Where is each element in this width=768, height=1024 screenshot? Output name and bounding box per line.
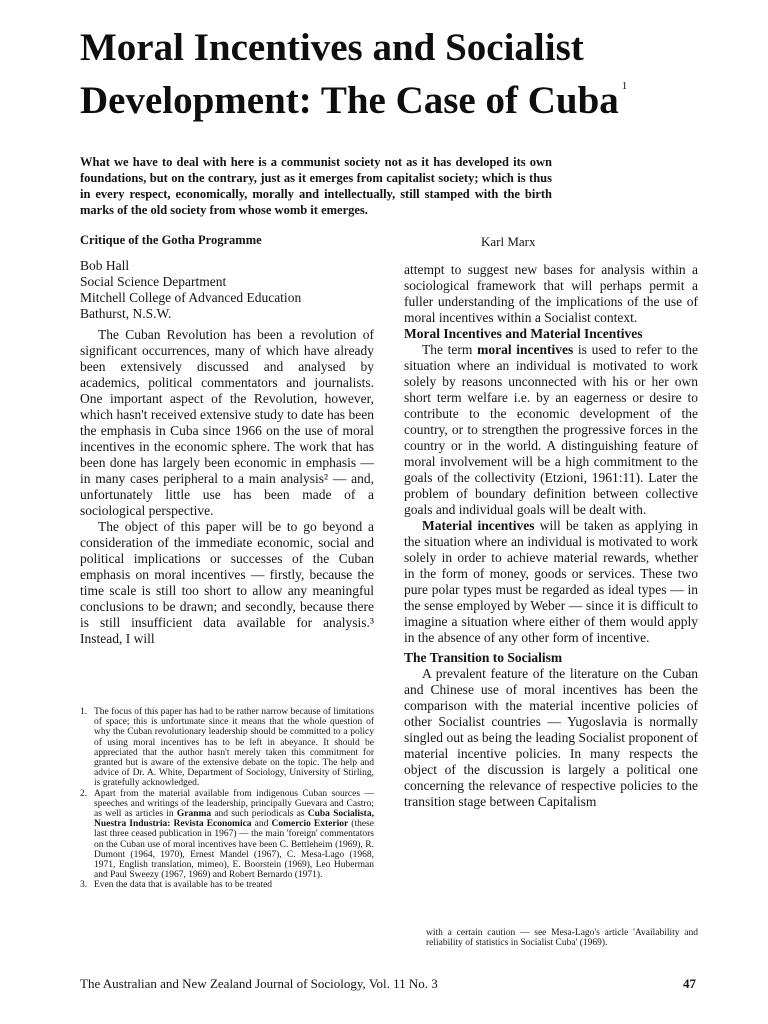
footnote: [80, 789, 374, 881]
footnote-text: [94, 789, 374, 881]
author-name: Bob Hall: [80, 258, 130, 273]
footnote-continuation: with a certain caution — see Mesa-Lago's article 'Availability and reliability of statistics in Socialist Cuba' (1969).: [426, 928, 698, 949]
footnote: [80, 880, 374, 890]
article-title: [80, 28, 700, 120]
body-paragraph: attempt to suggest new bases for analysis within a sociological framework that will perhaps permit a fuller understanding of the implications of the use of moral incentives within a Socialist context.: [404, 262, 698, 325]
key-term: Material incentives: [422, 518, 535, 533]
author-college: Mitchell College of Advanced Education: [80, 290, 302, 305]
body-paragraph: A prevalent feature of the literature on the Cuban and Chinese use of moral incentives has been the comparison with the material incentive policies of other Socialist countries — Yugoslavia is normally singled out as being the leading Socialist proponent of material incentive policies. In many respects the object of the discussion is largely a political one concerning the relevance of respective policies to the transition stage between Capitalism: [404, 666, 698, 809]
text-part: The term: [422, 342, 478, 357]
footnote-number: 2.: [80, 788, 88, 799]
footnote-text-part: and: [251, 819, 272, 830]
section-heading: Moral Incentives and Material Incentives: [404, 326, 643, 341]
periodical-title: Granma: [176, 809, 212, 820]
footnote-text-part: and such periodicals as: [211, 809, 308, 820]
key-term: moral incentives: [477, 342, 574, 357]
title-text: Moral Incentives and Socialist Development: The Case of Cuba: [80, 26, 619, 122]
section-heading: The Transition to Socialism: [404, 650, 563, 665]
epigraph-source: Critique of the Gotha Programme: [80, 233, 262, 247]
epigraph-quote: What we have to deal with here is a communist society not as it has developed its own foundations, but on the contrary, just as it emerges from capitalist society; which is thus in every respect, economically, morally and intellectually, still stamped with the birth marks of the old society from whose womb it emerges.: [80, 155, 552, 217]
author-department: Social Science Department: [80, 274, 227, 289]
body-paragraph: [404, 342, 698, 518]
body-paragraph: [404, 518, 698, 646]
footnote-text: The focus of this paper has had to be rather narrow because of limitations of space; this is unfortunate since it means that the whole question of why the Cuban revolutionary leadership should be committed to a policy of using moral incentives has to be left in abeyance. It should be appreciated that the author hasn't merely taken this commitment for granted but is aware of the extensive debate on the topic. The help and advice of Dr. A. White, Department of Sociology, University of Stirling, is gratefully acknowledged.: [94, 707, 374, 789]
text-part: will be taken as applying in the situation where an individual is motivated to work solely in order to achieve material rewards, whether in the form of money, goods or services. These two pure polar types must be regarded as ideal types — in the sense employed by Weber — since it is difficult to imagine a situation where either of them would apply in the absence of any other form of incentive.: [404, 518, 699, 645]
epigraph-author: Karl Marx: [481, 234, 536, 249]
footnote-text-part: Apart from the material available from indigenous Cuban sources — speeches and writings of the leadership, principally Guevara and Castro; as well as articles in: [94, 788, 374, 820]
periodical-title: Comercio Exterior: [271, 819, 349, 830]
author-affiliation: [80, 258, 374, 322]
body-paragraph: The Cuban Revolution has been a revolution of significant occurrences, many of which have already been extensively discussed and analysed by academics, political commentators and journalists. One important aspect of the Revolution, however, which hasn't received extensive study to date has been the emphasis in Cuba since 1966 on the use of moral incentives in the economic sphere. The work that has been done has largely been economic in emphasis — in many cases peripheral to a main analysis² — and, unfortunately little use has been made of a sociological perspective.: [80, 327, 374, 518]
periodical-title: Cuba Socialista, Nuestra Industria: Revista Economica: [94, 809, 374, 830]
footnote-text: Even the data that is available has to be treated: [94, 880, 273, 891]
body-paragraph: The object of this paper will be to go beyond a consideration of the immediate economic, social and political implications or successes of the Cuban emphasis on moral incentives — firstly, because the time scale is still too short to allow any meaningful conclusions to be drawn; and secondly, because there is still insufficient data available for analysis.³ Instead, I will: [80, 519, 374, 646]
footnote-number: 1.: [80, 707, 88, 717]
left-column: [80, 258, 374, 647]
right-column: [404, 262, 698, 810]
text-part: is used to refer to the situation where an individual is motivated to work solely by reasons unconnected with his or her own short term welfare i.e. by an eagerness or desire to contribute to the economic development of the country, or to strengthen the progressive forces in the country or in the world. A distinguishing feature of moral involvement will be a high commitment to the goals of the collectivity (Etzioni, 1961:11). Later the problem of boundary definition between collective goals and individual goals will be dealt with.: [404, 342, 698, 517]
footnote-text-part: (these last three ceased publication in 1967) — the main 'foreign' commentators on the Cuban use of moral incentives have been C. Bettleheim (1969), R. Dumont (1964, 1970), Ernest Mandel (1967), C. Mesa-Lago (1968, 1971, English translation, mimeo), E. Boorstein (1969), Leo Huberman and Paul Sweezy (1967, 1969) and Robert Bernardo (1971).: [94, 819, 374, 881]
title-footnote-marker: 1: [621, 80, 628, 92]
page-number: 47: [683, 976, 696, 991]
author-location: Bathurst, N.S.W.: [80, 306, 172, 321]
footnote-number: 3.: [80, 880, 88, 891]
footnotes: [80, 707, 374, 891]
footnote: [80, 707, 374, 789]
journal-footer: The Australian and New Zealand Journal of Sociology, Vol. 11 No. 3: [80, 976, 438, 991]
